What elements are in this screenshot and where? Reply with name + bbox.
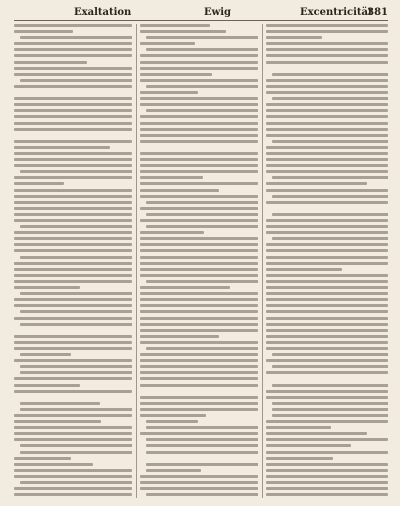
text-line-placeholder: [140, 298, 258, 301]
text-line-placeholder: [140, 317, 258, 320]
text-line-placeholder: [14, 85, 132, 88]
text-line-placeholder: [140, 353, 258, 356]
text-line-placeholder: [14, 97, 132, 100]
text-line-placeholder: [14, 195, 132, 198]
page-number: 381: [367, 7, 388, 18]
text-line-placeholder: [266, 475, 388, 478]
text-line-placeholder: [266, 201, 388, 204]
text-line-placeholder: [14, 268, 132, 271]
text-line-placeholder: [140, 384, 258, 387]
text-line-placeholder: [146, 213, 258, 216]
text-line-placeholder: [20, 36, 132, 39]
text-line-placeholder: [14, 128, 132, 131]
text-line-placeholder: [140, 377, 258, 380]
text-line-placeholder: [20, 365, 132, 368]
text-line-placeholder: [140, 103, 258, 106]
text-line-placeholder: [146, 438, 258, 441]
text-line-placeholder: [140, 359, 258, 362]
text-column-3: [266, 24, 388, 498]
text-line-placeholder: [146, 444, 258, 447]
text-line-placeholder: [266, 371, 388, 374]
text-line-placeholder: [140, 249, 258, 252]
header-right-word: Excentricität: [300, 7, 373, 18]
text-line-placeholder: [140, 128, 258, 131]
text-line-placeholder: [266, 225, 388, 228]
text-line-placeholder: [266, 493, 388, 496]
text-line-placeholder: [266, 256, 388, 259]
text-line-placeholder: [266, 134, 388, 137]
text-line-placeholder: [14, 377, 132, 380]
text-line-placeholder: [14, 219, 132, 222]
text-line-placeholder: [266, 207, 388, 210]
text-line-placeholder: [140, 304, 258, 307]
text-line-placeholder: [20, 170, 132, 173]
text-line-placeholder: [14, 243, 132, 246]
text-line-placeholder: [272, 384, 388, 387]
text-line-placeholder: [146, 469, 201, 472]
text-line-placeholder: [14, 207, 132, 210]
text-line-placeholder: [140, 274, 258, 277]
text-line-placeholder: [140, 219, 258, 222]
text-line-placeholder: [140, 97, 258, 100]
text-line-placeholder: [14, 48, 132, 51]
text-line-placeholder: [266, 128, 388, 131]
text-line-placeholder: [14, 231, 132, 234]
text-line-placeholder: [14, 347, 132, 350]
text-line-placeholder: [272, 408, 388, 411]
text-line-placeholder: [140, 292, 258, 295]
text-line-placeholder: [140, 231, 204, 234]
text-line-placeholder: [266, 438, 388, 441]
text-line-placeholder: [140, 365, 258, 368]
text-line-placeholder: [14, 475, 132, 478]
running-header: [14, 6, 388, 21]
text-line-placeholder: [140, 42, 195, 45]
text-line-placeholder: [266, 463, 388, 466]
text-line-placeholder: [266, 249, 388, 252]
header-middle-word: Ewig: [204, 7, 232, 18]
text-line-placeholder: [140, 414, 206, 417]
text-line-placeholder: [20, 310, 132, 313]
text-line-placeholder: [146, 225, 258, 228]
text-line-placeholder: [14, 420, 101, 423]
text-line-placeholder: [266, 280, 388, 283]
text-line-placeholder: [14, 298, 132, 301]
text-line-placeholder: [140, 54, 258, 57]
text-line-placeholder: [14, 134, 132, 137]
text-line-placeholder: [266, 103, 388, 106]
text-line-placeholder: [272, 73, 388, 76]
text-line-placeholder: [14, 384, 80, 387]
text-line-placeholder: [140, 268, 258, 271]
text-line-placeholder: [14, 42, 132, 45]
text-line-placeholder: [146, 426, 258, 429]
text-line-placeholder: [266, 268, 342, 271]
text-line-placeholder: [266, 243, 388, 246]
text-line-placeholder: [266, 24, 388, 27]
text-line-placeholder: [266, 335, 388, 338]
text-line-placeholder: [266, 170, 388, 173]
text-line-placeholder: [20, 402, 100, 405]
text-line-placeholder: [14, 262, 132, 265]
text-line-placeholder: [14, 335, 132, 338]
text-line-placeholder: [140, 195, 258, 198]
text-line-placeholder: [140, 73, 212, 76]
text-line-placeholder: [14, 146, 110, 149]
text-line-placeholder: [14, 317, 132, 320]
text-line-placeholder: [20, 444, 132, 447]
text-line-placeholder: [140, 134, 258, 137]
text-line-placeholder: [266, 54, 388, 57]
text-line-placeholder: [14, 396, 132, 399]
text-line-placeholder: [14, 438, 132, 441]
text-line-placeholder: [140, 286, 230, 289]
text-line-placeholder: [14, 457, 71, 460]
text-line-placeholder: [266, 487, 388, 490]
text-line-placeholder: [14, 463, 93, 466]
text-line-placeholder: [20, 451, 132, 454]
text-line-placeholder: [146, 347, 258, 350]
text-line-placeholder: [266, 390, 388, 393]
text-line-placeholder: [140, 390, 258, 393]
text-line-placeholder: [20, 79, 132, 82]
text-line-placeholder: [146, 451, 258, 454]
text-line-placeholder: [140, 481, 258, 484]
text-line-placeholder: [146, 36, 258, 39]
text-line-placeholder: [146, 463, 258, 466]
text-line-placeholder: [140, 164, 258, 167]
text-line-placeholder: [140, 237, 258, 240]
text-line-placeholder: [266, 122, 388, 125]
text-line-placeholder: [14, 280, 132, 283]
text-line-placeholder: [14, 152, 132, 155]
text-line-placeholder: [140, 122, 258, 125]
text-line-placeholder: [140, 475, 258, 478]
text-line-placeholder: [14, 182, 64, 185]
text-line-placeholder: [266, 292, 388, 295]
text-line-placeholder: [266, 91, 388, 94]
text-line-placeholder: [140, 91, 198, 94]
text-line-placeholder: [266, 48, 388, 51]
text-line-placeholder: [272, 97, 388, 100]
text-line-placeholder: [140, 457, 258, 460]
text-line-placeholder: [266, 310, 388, 313]
text-line-placeholder: [266, 152, 388, 155]
text-line-placeholder: [140, 176, 203, 179]
text-line-placeholder: [266, 359, 388, 362]
text-line-placeholder: [266, 67, 388, 70]
text-line-placeholder: [140, 432, 258, 435]
text-line-placeholder: [20, 225, 132, 228]
text-line-placeholder: [266, 286, 388, 289]
text-line-placeholder: [140, 341, 258, 344]
text-line-placeholder: [14, 329, 132, 332]
text-line-placeholder: [272, 402, 388, 405]
text-line-placeholder: [266, 219, 388, 222]
text-line-placeholder: [266, 396, 388, 399]
text-line-placeholder: [20, 353, 71, 356]
text-line-placeholder: [266, 469, 388, 472]
text-line-placeholder: [14, 426, 132, 429]
text-line-placeholder: [266, 158, 388, 161]
text-line-placeholder: [14, 189, 132, 192]
text-line-placeholder: [272, 237, 388, 240]
text-line-placeholder: [272, 414, 388, 417]
text-line-placeholder: [14, 487, 132, 490]
text-line-placeholder: [266, 457, 333, 460]
text-line-placeholder: [14, 469, 132, 472]
text-line-placeholder: [14, 158, 132, 161]
text-line-placeholder: [140, 371, 258, 374]
text-line-placeholder: [20, 323, 132, 326]
text-line-placeholder: [14, 249, 132, 252]
text-line-placeholder: [146, 48, 258, 51]
text-line-placeholder: [14, 286, 80, 289]
text-line-placeholder: [140, 243, 258, 246]
text-line-placeholder: [140, 30, 226, 33]
text-line-placeholder: [266, 85, 388, 88]
text-line-placeholder: [140, 146, 258, 149]
text-line-placeholder: [14, 176, 132, 179]
text-line-placeholder: [14, 30, 73, 33]
text-line-placeholder: [14, 115, 132, 118]
text-line-placeholder: [14, 54, 132, 57]
text-line-placeholder: [146, 201, 258, 204]
text-line-placeholder: [266, 347, 388, 350]
text-line-placeholder: [146, 85, 258, 88]
text-line-placeholder: [14, 274, 132, 277]
text-line-placeholder: [266, 298, 388, 301]
text-line-placeholder: [140, 310, 258, 313]
text-line-placeholder: [266, 189, 388, 192]
text-line-placeholder: [14, 109, 132, 112]
text-line-placeholder: [272, 195, 388, 198]
text-line-placeholder: [140, 140, 258, 143]
text-line-placeholder: [272, 353, 388, 356]
text-line-placeholder: [20, 256, 132, 259]
text-line-placeholder: [146, 280, 258, 283]
text-line-placeholder: [140, 408, 258, 411]
text-line-placeholder: [14, 140, 132, 143]
text-line-placeholder: [272, 365, 388, 368]
text-line-placeholder: [266, 341, 388, 344]
text-line-placeholder: [266, 231, 388, 234]
text-line-placeholder: [140, 189, 219, 192]
text-line-placeholder: [140, 329, 258, 332]
text-line-placeholder: [140, 115, 258, 118]
text-line-placeholder: [140, 158, 258, 161]
column-rule: [136, 24, 137, 498]
text-line-placeholder: [14, 24, 132, 27]
text-line-placeholder: [266, 30, 388, 33]
text-line-placeholder: [266, 164, 388, 167]
text-line-placeholder: [272, 213, 388, 216]
text-column-1: [14, 24, 132, 498]
text-line-placeholder: [14, 341, 132, 344]
text-line-placeholder: [146, 109, 258, 112]
text-line-placeholder: [266, 481, 388, 484]
text-line-placeholder: [266, 115, 388, 118]
text-line-placeholder: [266, 377, 388, 380]
text-line-placeholder: [266, 444, 351, 447]
text-columns: [14, 24, 388, 498]
text-line-placeholder: [140, 402, 258, 405]
text-line-placeholder: [266, 61, 388, 64]
text-line-placeholder: [14, 67, 132, 70]
text-line-placeholder: [20, 371, 132, 374]
text-line-placeholder: [20, 292, 132, 295]
text-line-placeholder: [266, 262, 388, 265]
text-line-placeholder: [266, 317, 388, 320]
text-line-placeholder: [140, 24, 210, 27]
text-line-placeholder: [140, 207, 258, 210]
text-line-placeholder: [14, 414, 132, 417]
text-line-placeholder: [140, 396, 258, 399]
text-line-placeholder: [140, 79, 258, 82]
text-line-placeholder: [140, 61, 258, 64]
text-line-placeholder: [266, 323, 388, 326]
header-left-word: Exaltation: [74, 7, 132, 18]
text-line-placeholder: [14, 164, 132, 167]
text-line-placeholder: [20, 481, 132, 484]
text-line-placeholder: [140, 323, 258, 326]
text-line-placeholder: [266, 329, 388, 332]
text-line-placeholder: [14, 201, 132, 204]
text-line-placeholder: [14, 493, 132, 496]
text-line-placeholder: [140, 182, 258, 185]
text-line-placeholder: [266, 146, 388, 149]
text-line-placeholder: [266, 274, 388, 277]
text-line-placeholder: [266, 420, 388, 423]
text-line-placeholder: [14, 390, 132, 393]
text-line-placeholder: [14, 91, 132, 94]
text-line-placeholder: [140, 170, 258, 173]
text-line-placeholder: [14, 73, 132, 76]
text-line-placeholder: [140, 262, 258, 265]
text-line-placeholder: [266, 79, 388, 82]
text-line-placeholder: [266, 109, 388, 112]
text-line-placeholder: [272, 140, 388, 143]
text-line-placeholder: [14, 61, 87, 64]
text-line-placeholder: [14, 103, 132, 106]
text-line-placeholder: [266, 182, 367, 185]
text-line-placeholder: [14, 432, 132, 435]
text-line-placeholder: [266, 36, 322, 39]
text-line-placeholder: [14, 359, 132, 362]
text-line-placeholder: [140, 487, 258, 490]
text-line-placeholder: [140, 335, 219, 338]
text-line-placeholder: [266, 304, 388, 307]
text-line-placeholder: [14, 213, 132, 216]
text-line-placeholder: [272, 176, 388, 179]
column-rule: [262, 24, 263, 498]
text-line-placeholder: [266, 432, 367, 435]
text-line-placeholder: [266, 426, 331, 429]
text-line-placeholder: [140, 152, 258, 155]
text-column-2: [140, 24, 258, 498]
text-line-placeholder: [146, 420, 198, 423]
text-line-placeholder: [266, 451, 388, 454]
text-line-placeholder: [146, 493, 258, 496]
text-line-placeholder: [20, 408, 132, 411]
text-line-placeholder: [266, 42, 388, 45]
text-line-placeholder: [14, 122, 132, 125]
text-line-placeholder: [140, 256, 258, 259]
text-line-placeholder: [140, 67, 258, 70]
text-line-placeholder: [14, 237, 132, 240]
text-line-placeholder: [14, 304, 132, 307]
